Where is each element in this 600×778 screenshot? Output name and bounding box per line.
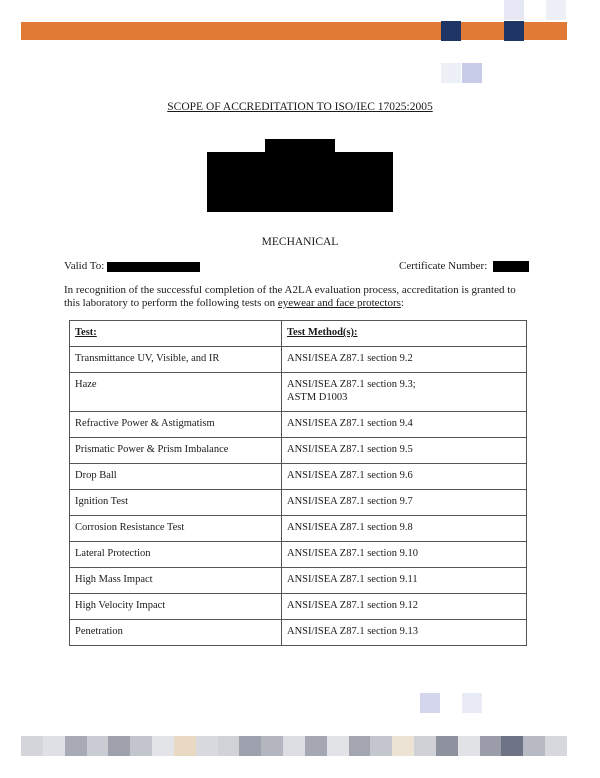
test-method: ANSI/ISEA Z87.1 section 9.7 (282, 490, 527, 516)
certificate-number (399, 260, 487, 272)
logo-square (441, 63, 461, 83)
valid-to (64, 260, 104, 272)
test-method (282, 373, 527, 412)
test-name: Lateral Protection (70, 542, 282, 568)
test-method: ANSI/ISEA Z87.1 section 9.5 (282, 438, 527, 464)
table-row (70, 438, 527, 464)
redacted-lab-name (265, 139, 335, 153)
test-name: Drop Ball (70, 464, 282, 490)
footer-strip-cell (501, 736, 523, 756)
footer-pixel-strip (21, 736, 567, 756)
logo-square (546, 0, 566, 20)
intro-text: In recognition of the successful completion of the A2LA evaluation process, accreditation is granted to this laboratory to perform the following tests on (64, 284, 516, 309)
footer-strip-cell (87, 736, 109, 756)
scope-table (69, 320, 527, 646)
test-method-line: ANSI/ISEA Z87.1 section 9.3; (287, 379, 416, 390)
footer-strip-cell (523, 736, 545, 756)
footer-strip-cell (370, 736, 392, 756)
test-method-line: ASTM D1003 (287, 392, 348, 403)
table-row (70, 516, 527, 542)
intro-text-end: : (400, 297, 404, 309)
footer-strip-cell (43, 736, 65, 756)
header-test: Test: (70, 321, 282, 347)
test-method: ANSI/ISEA Z87.1 section 9.13 (282, 620, 527, 646)
valid-to-label: Valid To: (64, 260, 105, 272)
footer-strip-cell (480, 736, 502, 756)
test-name: Refractive Power & Astigmatism (70, 412, 282, 438)
footer-strip-cell (239, 736, 261, 756)
table-row (70, 373, 527, 412)
footer-strip-cell (458, 736, 480, 756)
document-title: SCOPE OF ACCREDITATION TO ISO/IEC 17025:2005 (167, 101, 433, 113)
test-name: High Mass Impact (70, 568, 282, 594)
table-row (70, 412, 527, 438)
test-method: ANSI/ISEA Z87.1 section 9.6 (282, 464, 527, 490)
test-method: ANSI/ISEA Z87.1 section 9.11 (282, 568, 527, 594)
test-name: Corrosion Resistance Test (70, 516, 282, 542)
certificate-number-label: Certificate Number: (399, 260, 488, 272)
footer-strip-cell (152, 736, 174, 756)
footer-strip-cell (436, 736, 458, 756)
test-method: ANSI/ISEA Z87.1 section 9.10 (282, 542, 527, 568)
footer-strip-cell (283, 736, 305, 756)
footer-strip-cell (261, 736, 283, 756)
test-name: Haze (70, 373, 282, 412)
footer-strip-cell (392, 736, 414, 756)
table-row (70, 620, 527, 646)
footer-strip-cell (21, 736, 43, 756)
test-method: ANSI/ISEA Z87.1 section 9.2 (282, 347, 527, 373)
logo-square (504, 0, 524, 20)
footer-strip-cell (305, 736, 327, 756)
footer-strip-cell (65, 736, 87, 756)
header-test-method: Test Method(s): (282, 321, 527, 347)
footer-logo-square (420, 693, 440, 713)
table-row (70, 464, 527, 490)
test-method: ANSI/ISEA Z87.1 section 9.8 (282, 516, 527, 542)
table-row (70, 594, 527, 620)
test-method: ANSI/ISEA Z87.1 section 9.4 (282, 412, 527, 438)
logo-square (441, 21, 461, 41)
intro-paragraph (64, 284, 534, 310)
test-name: High Velocity Impact (70, 594, 282, 620)
redacted-lab-address (207, 152, 393, 212)
test-method: ANSI/ISEA Z87.1 section 9.12 (282, 594, 527, 620)
footer-logo-square (462, 693, 482, 713)
footer-strip-cell (130, 736, 152, 756)
table-header-row (70, 321, 527, 347)
footer-strip-cell (174, 736, 196, 756)
footer-strip-cell (414, 736, 436, 756)
logo-square (462, 63, 482, 83)
footer-strip-cell (545, 736, 567, 756)
test-name: Penetration (70, 620, 282, 646)
test-name: Transmittance UV, Visible, and IR (70, 347, 282, 373)
redacted-valid-to-date (107, 262, 200, 272)
footer-strip-cell (108, 736, 130, 756)
footer-strip-cell (349, 736, 371, 756)
redacted-certificate-number (493, 261, 529, 272)
footer-strip-cell (218, 736, 240, 756)
table-row (70, 490, 527, 516)
test-name: Ignition Test (70, 490, 282, 516)
footer-strip-cell (196, 736, 218, 756)
intro-scope-subject: eyewear and face protectors (277, 297, 401, 309)
section-heading: MECHANICAL (261, 236, 339, 248)
test-name: Prismatic Power & Prism Imbalance (70, 438, 282, 464)
table-row (70, 568, 527, 594)
footer-strip-cell (327, 736, 349, 756)
a2la-logo (441, 0, 567, 84)
logo-square (504, 21, 524, 41)
table-row (70, 347, 527, 373)
table-row (70, 542, 527, 568)
